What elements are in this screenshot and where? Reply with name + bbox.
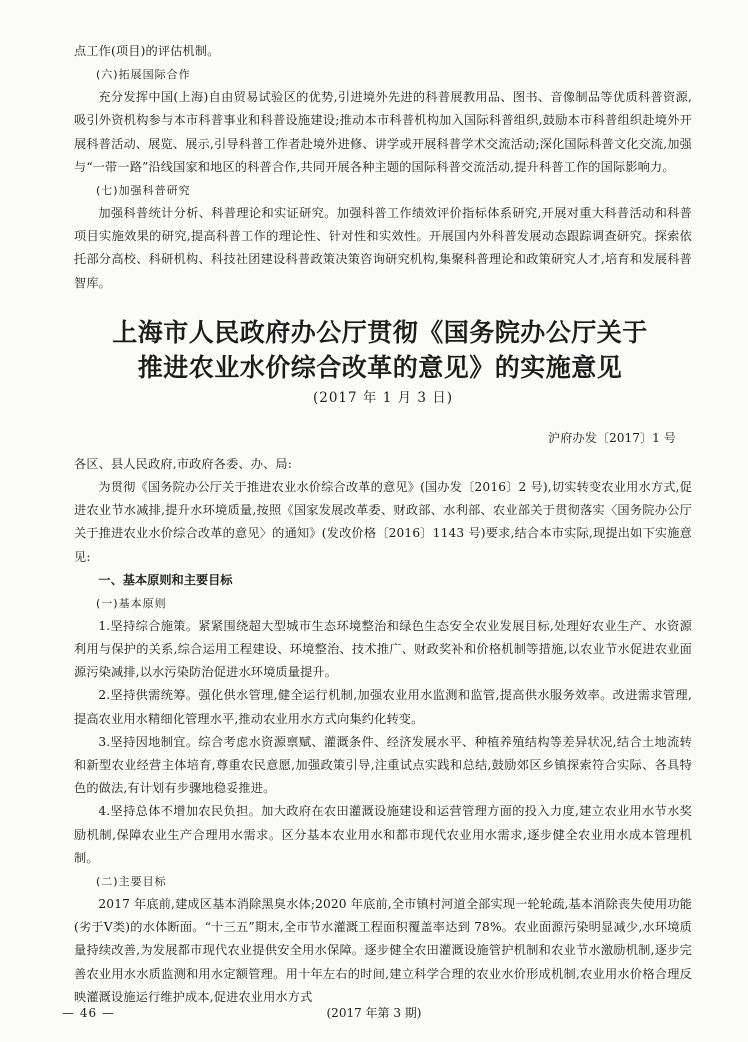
addressee: 各区、县人民政府,市政府各委、办、局: xyxy=(74,456,293,471)
principle-item-2: 2.坚持供需统筹。强化供水管理,健全运行机制,加强农业用水监测和监管,提高供水服务效率。改进需求管理,提高农业用水精细化管理水平,推动农业用水方式向集约化转变。 xyxy=(74,688,692,726)
issue-label: (2017 年第 3 期) xyxy=(326,1006,422,1020)
document-page xyxy=(74,40,692,1009)
principle-item-1: 1.坚持综合施策。紧紧围绕超大型城市生态环境整治和绿色生态安全农业发展目标,处理好农业生产、水资源利用与保护的关系,综合运用工程建设、环境整治、技术推广、财政奖补和价格机制等措施,以农业节水促进农业面源污染减排,以水污染防治促进水环境质量提升。 xyxy=(74,618,692,680)
subheading-research: (七)加强科普研究 xyxy=(96,184,191,198)
page-footer xyxy=(0,1003,748,1023)
paragraph-research: 加强科普统计分析、科普理论和实证研究。加强科普工作绩效评价指标体系研究,开展对重大科普活动和科普项目实施效果的研究,提高科普工作的理论性、针对性和实效性。开展国内外科普发展动态跟踪调查研究。探索依托部分高校、科研机构、科技社团建设科普政策决策咨询研究机构,集聚科普理论和政策研究人才,培育和发展科普智库。 xyxy=(74,206,692,290)
subheading-principles: (一)基本原则 xyxy=(96,596,167,610)
document-date: (2017 年 1 月 3 日) xyxy=(312,389,454,406)
document-number: 沪府办发〔2017〕1 号 xyxy=(548,430,676,445)
continued-paragraph: 点工作(项目)的评估机制。 xyxy=(74,44,220,58)
page-number: — 46 — xyxy=(62,1006,115,1020)
document-title xyxy=(68,315,692,385)
principle-item-3: 3.坚持因地制宜。综合考虑水资源禀赋、灌溉条件、经济发展水平、种植养殖结构等差异状况,结合土地流转和新型农业经营主体培育,尊重农民意愿,加强政策引导,注重试点实践和总结,鼓励郊区乡镇探索符合实际、各具特色的做法,有计划有步骤地稳妥推进。 xyxy=(74,734,692,796)
subheading-goals: (二)主要目标 xyxy=(96,875,167,889)
subheading-international-cooperation: (六)拓展国际合作 xyxy=(96,68,191,82)
goals-paragraph: 2017 年底前,建成区基本消除黑臭水体;2020 年底前,全市镇村河道全部实现一轮轮疏,基本消除丧失使用功能(劣于Ⅴ类)的水体断面。“十三五”期末,全市节水灌溉工程面积覆盖率达到 78%。农业面源污染明显减少,水环境质量持续改善,为发展都市现代农业提供安全用水保障。逐步健全农田灌溉设施管护机制和农业节水激励机制,逐步完善农业用水水质监测和用水定额管理。用十年左右的时间,建立科学合理的农业水价形成机制,农业用水价格合理反映灌溉设施运行维护成本,促进农业用水方式 xyxy=(74,897,692,1004)
principle-item-4: 4.坚持总体不增加农民负担。加大政府在农田灌溉设施建设和运营管理方面的投入力度,建立农业用水节水奖励机制,保障农业生产合理用水需求。区分基本农业用水和都市现代农业用水需求,逐步健全农业用水成本管理机制。 xyxy=(74,804,692,865)
preface-paragraph: 为贯彻《国务院办公厅关于推进农业水价综合改革的意见》(国办发〔2016〕2 号),切实转变农业用水方式,促进农业节水减排,提升水环境质量,按照《国家发展改革委、财政部、水利部、农业部关于贯彻落实〈国务院办公厅关于推进农业水价综合改革的意见〉的通知》(发改价格〔2016〕1143 号)要求,结合本市实际,现提出如下实施意见: xyxy=(74,480,692,564)
paragraph-international-cooperation: 充分发挥中国(上海)自由贸易试验区的优势,引进境外先进的科普展教用品、图书、音像制品等优质科普资源,吸引外资机构参与本市科普事业和科普设施建设;推动本市科普机构加入国际科普组织,鼓励本市科普组织赴境外开展科普活动、展览、展示,引导科普工作者赴境外进修、讲学或开展科普学术交流活动;深化国际科普文化交流,加强与“一带一路”沿线国家和地区的科普合作,共同开展各种主题的国际科普交流活动,提升科普工作的国际影响力。 xyxy=(74,90,692,174)
title-line-1: 上海市人民政府办公厅贯彻《国务院办公厅关于 xyxy=(112,317,648,347)
section-heading-1: 一、基本原则和主要目标 xyxy=(98,572,233,587)
title-line-2: 推进农业水价综合改革的意见》的实施意见 xyxy=(137,352,623,382)
